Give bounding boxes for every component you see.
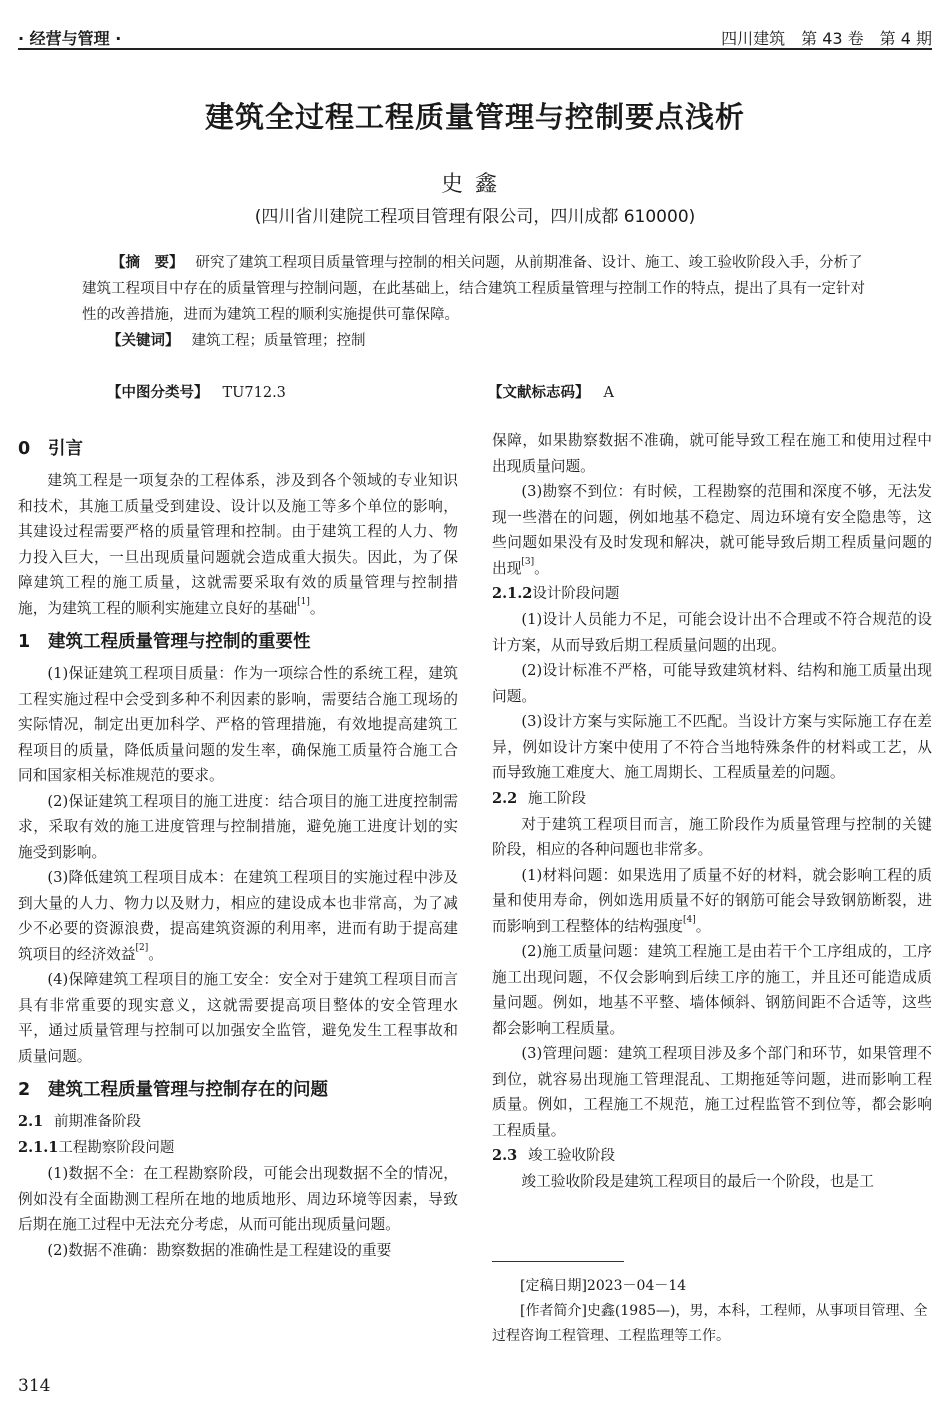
section-label: · 经营与管理 ·: [18, 29, 122, 48]
paragraph: 对于建筑工程项目而言，施工阶段作为质量管理与控制的关键阶段，相应的各种问题也非常多。: [492, 815, 932, 858]
subsection-heading: 2.1 前期准备阶段: [18, 1113, 141, 1130]
document-code-value: A: [603, 385, 614, 401]
paragraph: (1)设计人员能力不足，可能会设计出不合理或不符合规范的设计方案，从而导致后期工程质量问题的出现。: [492, 611, 932, 654]
subsection-heading: 2.2 施工阶段: [492, 789, 586, 807]
subsection-heading: 2.3 竣工验收阶段: [492, 1147, 615, 1164]
paragraph: 建筑工程是一项复杂的工程体系，涉及到各个领域的专业知识和技术，其施工质量受到建设、设计以及施工等多个单位的影响，其建设过程需要严格的质量管理和控制。由于建筑工程的人力、物力投入巨大，一旦出现质量问题就会造成重大损失。因此，为了保障建筑工程的施工质量，这就需要采取有效的质量管理与控制措施，为建筑工程的顺利实施建立良好的基础[1]。: [18, 472, 458, 617]
keywords: [107, 329, 366, 350]
paragraph: (3)管理问题：建筑工程项目涉及多个部门和环节，如果管理不到位，就容易出现施工管理混乱、工期拖延等问题，进而影响工程质量。例如，工程施工不规范，施工过程监管不到位等，都会影响工程质量。: [492, 1045, 932, 1139]
abstract: [82, 250, 872, 328]
subsection-heading: 2.1.1工程勘察阶段问题: [18, 1139, 175, 1156]
classification-value: TU712.3: [222, 385, 286, 401]
keywords-text: 建筑工程；质量管理；控制: [191, 333, 366, 349]
paragraph: (2)施工质量问题：建筑工程施工是由若干个工序组成的，工序施工出现问题，不仅会影响到后续工序的施工，并且还可能造成质量问题。例如，地基不平整、墙体倾斜、钢筋间距不合适等，这些都会影响工程质量。: [492, 943, 932, 1037]
received-date: [定稿日期]2023－04－14: [520, 1278, 687, 1294]
footnotes: [492, 1274, 932, 1349]
left-column: [18, 428, 458, 1263]
right-column: [492, 428, 932, 1195]
citation: [1]: [297, 596, 310, 607]
section-heading: 2 建筑工程质量管理与控制存在的问题: [18, 1080, 328, 1100]
paragraph: (2)保证建筑工程项目的施工进度：结合项目的施工进度控制需求，采取有效的施工进度管理与控制措施，避免施工进度计划的实施受到影响。: [18, 792, 458, 861]
paragraph: (1)数据不全：在工程勘察阶段，可能会出现数据不全的情况，例如没有全面勘测工程所在地的地质地形、周边环境等因素，导致后期在施工过程中无法充分考虑，从而可能出现质量问题。: [18, 1165, 458, 1233]
paragraph: (2)数据不准确：勘察数据的准确性是工程建设的重要: [47, 1241, 392, 1259]
citation: [3]: [521, 556, 535, 567]
footnote-divider: [492, 1261, 624, 1262]
classification-label: 【中图分类号】: [107, 385, 209, 401]
paragraph: 保障，如果勘察数据不准确，就可能导致工程在施工和使用过程中出现质量问题。: [492, 432, 932, 475]
document-code: [488, 381, 614, 402]
classification-number: [107, 381, 286, 402]
paragraph: (1)保证建筑工程项目质量：作为一项综合性的系统工程，建筑工程实施过程中会受到多种不利因素的影响，需要结合施工现场的实际情况，制定出更加科学、严格的管理措施，有效地提高建筑工程项目的质量，降低质量问题的发生率，确保施工质量符合施工合同和国家相关标准规范的要求。: [18, 665, 458, 784]
paragraph: (3)设计方案与实际施工不匹配。当设计方案与实际施工存在差异，例如设计方案中使用了不符合当地特殊条件的材料或工艺，从而导致施工难度大、施工周期长、工程质量差的问题。: [492, 713, 932, 781]
paragraph: (2)设计标准不严格，可能导致建筑材料、结构和施工质量出现问题。: [492, 662, 932, 705]
running-header: [18, 20, 932, 50]
section-heading: 1 建筑工程质量管理与控制的重要性: [18, 632, 311, 652]
page-number: 314: [18, 1376, 51, 1396]
section-heading: 0 引言: [18, 439, 83, 459]
subsection-heading: 2.1.2设计阶段问题: [492, 585, 620, 602]
document-code-label: 【文献标志码】: [488, 385, 590, 401]
paragraph: (4)保障建筑工程项目的施工安全：安全对于建筑工程项目而言具有非常重要的现实意义，这就需要提高项目整体的安全管理水平，通过质量管理与控制可以加强安全监管，避免发生工程事故和质量问题。: [18, 971, 458, 1065]
citation: [4]: [682, 914, 696, 925]
paragraph: (3)降低建筑工程项目成本：在建筑工程项目的实施过程中涉及到大量的人力、物力以及财力，相应的建设成本也非常高，为了减少不必要的资源浪费，提高建筑资源的利用率，进而有助于提高建筑项目的经济效益[2]。: [18, 869, 458, 963]
article-title: 建筑全过程工程质量管理与控制要点浅析: [204, 100, 745, 134]
paragraph: (1)材料问题：如果选用了质量不好的材料，就会影响工程的质量和使用寿命，例如选用质量不好的钢筋可能会导致钢筋断裂，进而影响到工程整体的结构强度[4]。: [492, 866, 932, 935]
author-bio: [作者简介]史鑫(1985—)，男，本科，工程师，从事项目管理、全过程咨询工程管理、工程监理等工作。: [492, 1303, 928, 1344]
author-affiliation: (四川省川建院工程项目管理有限公司，四川成都 610000): [254, 207, 696, 227]
abstract-text: 研究了建筑工程项目质量管理与控制的相关问题，从前期准备、设计、施工、竣工验收阶段入手，分析了建筑工程项目中存在的质量管理与控制问题，在此基础上，结合建筑工程质量管理与控制工作的特点，提出了具有一定针对性的改善措施，进而为建筑工程的顺利实施提供可靠保障。: [82, 255, 865, 323]
keywords-label: 【关键词】: [107, 333, 180, 349]
paragraph: 竣工验收阶段是建筑工程项目的最后一个阶段，也是工: [521, 1173, 874, 1190]
journal-info: 四川建筑 第 43 卷 第 4 期: [721, 29, 932, 48]
author-name: 史鑫: [440, 172, 509, 197]
abstract-label: 【摘 要】: [111, 255, 184, 271]
paragraph: (3)勘察不到位：有时候，工程勘察的范围和深度不够，无法发现一些潜在的问题，例如地基不稳定、周边环境有安全隐患等，这些问题如果没有及时发现和解决，就可能导致后期工程质量问题的出现[3]。: [492, 483, 932, 577]
citation: [2]: [135, 942, 149, 953]
